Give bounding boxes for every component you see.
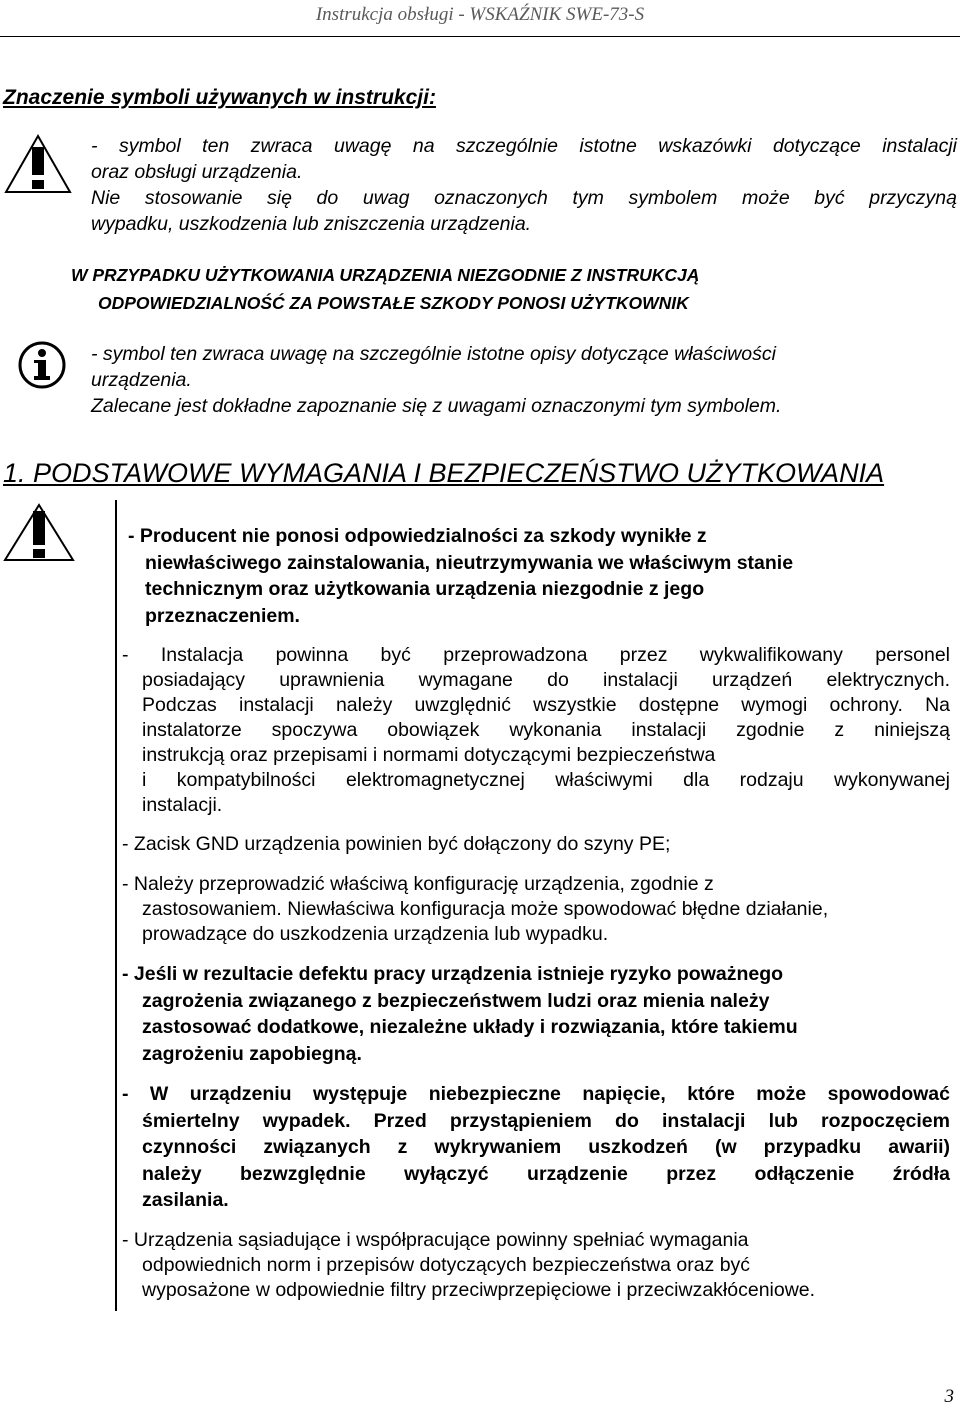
item-line: instalatorze spoczywa obowiązek wykonania instalacji zgodnie z niniejszą	[142, 719, 950, 741]
warning-triangle-icon	[3, 503, 75, 563]
item-line: - Jeśli w rezultacie defektu pracy urządzenia istnieje ryzyko poważnego	[122, 963, 784, 985]
section-margin-rule	[115, 500, 117, 1311]
section-title: 1. PODSTAWOWE WYMAGANIA I BEZPIECZEŃSTWO UŻYTKOWANIA	[3, 458, 885, 488]
item-line: prowadzące do uszkodzenia urządzenia lub wypadku.	[142, 923, 609, 945]
item-line: - Producent nie ponosi odpowiedzialności za szkody wynikłe z	[128, 525, 707, 547]
item-line: Podczas instalacji należy uwzględnić wszystkie dostępne wymogi ochrony. Na	[142, 694, 950, 716]
item-line: - Należy przeprowadzić właściwą konfigurację urządzenia, zgodnie z	[122, 873, 714, 895]
warning-triangle-icon	[3, 133, 73, 195]
item-line: technicznym oraz użytkowania urządzenia niezgodnie z jego	[145, 578, 705, 600]
info-icon	[17, 340, 67, 390]
item-line: zagrożenia związanego z bezpieczeństwem ludzi oraz mienia należy	[142, 989, 770, 1012]
requirement-item	[122, 1228, 950, 1303]
item-line: zasilania.	[142, 1189, 229, 1211]
info-description	[91, 341, 901, 419]
item-line: instrukcją oraz przepisami i normami dotyczącymi bezpieczeństwa	[142, 744, 716, 766]
requirement-item	[122, 1081, 950, 1214]
item-line: posiadający uprawnienia wymagane do instalacji urządzeń elektrycznych.	[142, 669, 950, 691]
item-line: przeznaczeniem.	[145, 604, 300, 627]
item-line: należy bezwzględnie wyłączyć urządzenie przez odłączenie źródła	[142, 1162, 950, 1185]
requirement-item	[122, 961, 902, 1067]
requirement-item	[122, 872, 950, 947]
warning-line: - symbol ten zwraca uwagę na szczególnie istotne wskazówki dotyczące instalacji	[91, 135, 957, 157]
item-line: instalacji.	[142, 794, 223, 816]
item-line: zastosować dodatkowe, niezależne układy i rozwiązania, które takiemu	[142, 1016, 798, 1038]
requirement-item	[128, 523, 918, 629]
item-line: - Zacisk GND urządzenia powinien być dołączony do szyny PE;	[122, 833, 671, 855]
warning-line: wypadku, uszkodzenia lub zniszczenia urządzenia.	[91, 213, 532, 235]
item-line: - W urządzeniu występuje niebezpieczne napięcie, które może spowodować	[122, 1083, 950, 1105]
item-line: śmiertelny wypadek. Przed przystąpieniem do instalacji lub rozpoczęciem	[142, 1109, 950, 1132]
info-line: urządzenia.	[91, 369, 192, 391]
info-line: Zalecane jest dokładne zapoznanie się z uwagami oznaczonymi tym symbolem.	[91, 395, 782, 417]
item-line: niewłaściwego zainstalowania, nieutrzymywania we właściwym stanie	[145, 551, 794, 574]
item-line: czynności związanych z wykrywaniem uszkodzeń (w przypadku awarii)	[142, 1136, 950, 1158]
item-line: i kompatybilności elektromagnetycznej właściwymi dla rodzaju wykonywanej	[142, 769, 950, 791]
header-divider	[0, 36, 960, 37]
item-line: zastosowaniem. Niewłaściwa konfiguracja może spowodować błędne działanie,	[142, 898, 829, 920]
notice-line: W PRZYPADKU UŻYTKOWANIA URZĄDZENIA NIEZGODNIE Z INSTRUKCJĄ	[71, 265, 700, 285]
item-line: zagrożeniu zapobiegną.	[142, 1042, 362, 1065]
warning-line: oraz obsługi urządzenia.	[91, 161, 303, 183]
item-line: wyposażone w odpowiednie filtry przeciwprzepięciowe i przeciwzakłóceniowe.	[142, 1279, 816, 1301]
page-header: Instrukcja obsługi - WSKAŹNIK SWE-73-S	[315, 4, 645, 25]
warning-description	[91, 133, 957, 237]
item-line: - Instalacja powinna być przeprowadzona przez wykwalifikowany personel	[122, 644, 950, 666]
page-number: 3	[944, 1386, 954, 1407]
requirement-item	[122, 832, 950, 857]
warning-line: Nie stosowanie się do uwag oznaczonych tym symbolem może być przyczyną	[91, 187, 957, 209]
liability-notice	[71, 261, 699, 317]
notice-line: ODPOWIEDZIALNOŚĆ ZA POWSTAŁE SZKODY PONOSI UŻYTKOWNIK	[98, 293, 689, 313]
legend-title: Znaczenie symboli używanych w instrukcji:	[3, 86, 436, 109]
item-line: - Urządzenia sąsiadujące i współpracujące powinny spełniać wymagania	[122, 1229, 749, 1251]
item-line: odpowiednich norm i przepisów dotyczących bezpieczeństwa oraz być	[142, 1254, 751, 1276]
info-line: - symbol ten zwraca uwagę na szczególnie istotne opisy dotyczące właściwości	[91, 343, 776, 365]
requirement-item	[122, 643, 950, 818]
